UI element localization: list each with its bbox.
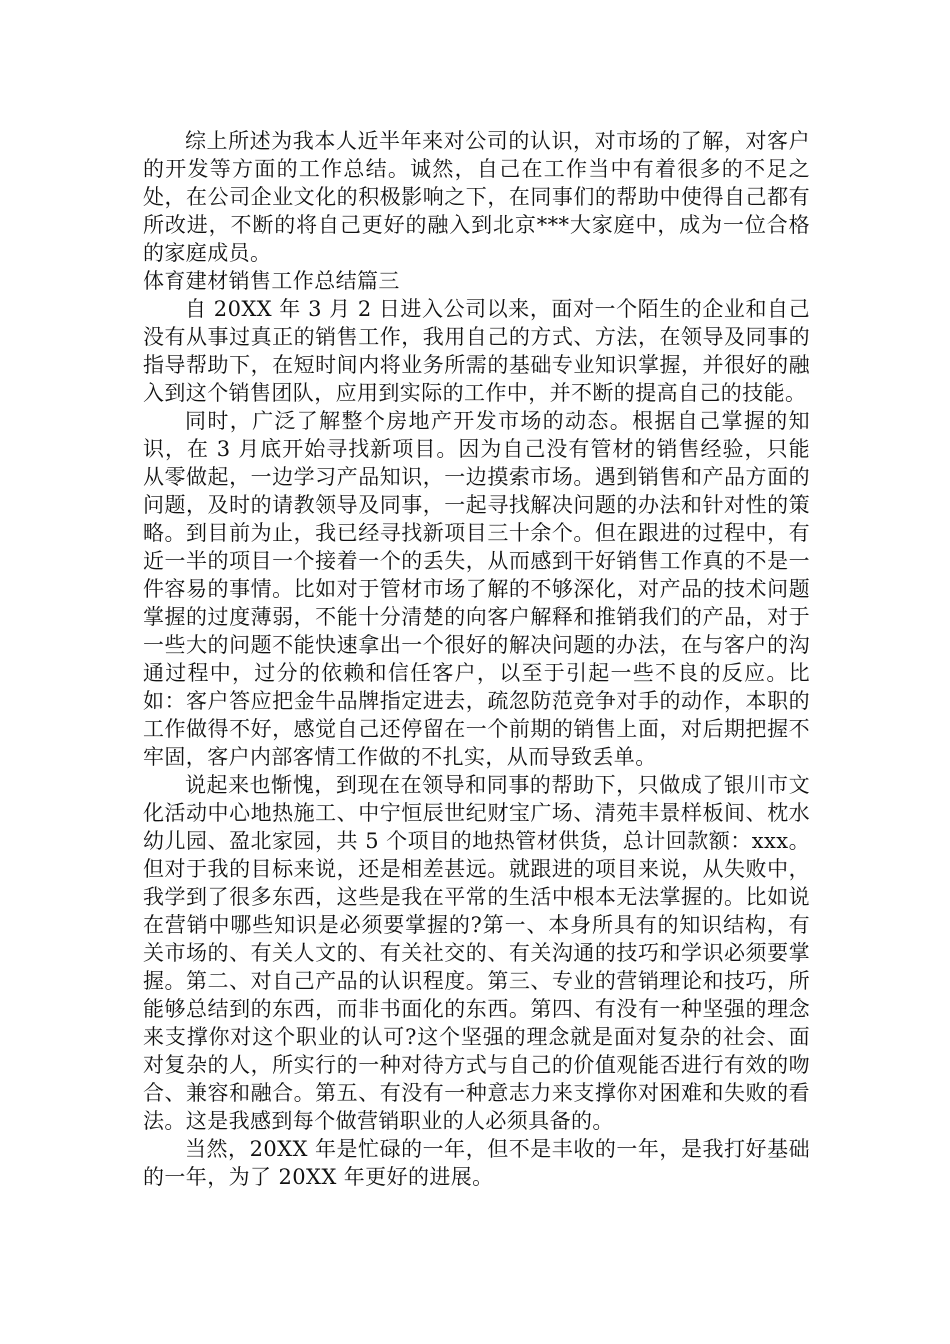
paragraph-market: 同时，广泛了解整个房地产开发市场的动态。根据自己掌握的知识，在 3 月底开始寻找新项目。因为自己没有管材的销售经验，只能从零做起，一边学习产品知识，一边摸索市场。遇到销售和产品方面的问题，及时的请教领导及同事，一起寻找解决问题的办法和针对性的策略。到目前为止，我已经寻找新项目三十余个。但在跟进的过程中，有近一半的项目一个接着一个的丢失，从而感到干好销售工作真的不是一件容易的事情。比如对于管材市场了解的不够深化，对产品的技术问题掌握的过度薄弱，不能十分清楚的向客户解释和推销我们的产品，对于一些大的问题不能快速拿出一个很好的解决问题的办法，在与客户的沟通过程中，过分的依赖和信任客户，以至于引起一些不良的反应。比如：客户答应把金牛品牌指定进去，疏忽防范竞争对手的动作，本职的工作做得不好，感觉自己还停留在一个前期的销售上面，对后期把握不牢固，客户内部客情工作做的不扎实，从而导致丢单。 — [143, 409, 810, 769]
section-title: 体育建材销售工作总结篇三 — [143, 269, 400, 293]
paragraph-reflection: 说起来也惭愧，到现在在领导和同事的帮助下，只做成了银川市文化活动中心地热施工、中宁恒辰世纪财宝广场、清苑丰景样板间、枕水幼儿园、盈北家园，共 5 个项目的地热管材供货，总计回款额：xxx。但对于我的目标来说，还是相差甚远。就跟进的项目来说，从失败中，我学到了很多东西，这些是我在平常的生活中根本无法掌握的。比如说在营销中哪些知识是必须要掌握的?第一、本身所具有的知识结构，有关市场的、有关人文的、有关社交的、有关沟通的技巧和学识必须要掌握。第二、对自己产品的认识程度。第三、专业的营销理论和技巧，所能够总结到的东西，而非书面化的东西。第四、有没有一种坚强的理念来支撑你对这个职业的认可?这个坚强的理念就是面对复杂的社会、面对复杂的人，所实行的一种对待方式与自己的价值观能否进行有效的吻合、兼容和融合。第五、有没有一种意志力来支撑你对困难和失败的看法。这是我感到每个做营销职业的人必须具备的。 — [143, 773, 810, 1133]
paragraph-conclusion: 当然，20XX 年是忙碌的一年，但不是丰收的一年，是我打好基础的一年，为了 20XX 年更好的进展。 — [143, 1137, 810, 1189]
paragraph-summary: 综上所述为我本人近半年来对公司的认识，对市场的了解，对客户的开发等方面的工作总结。诚然，自己在工作当中有着很多的不足之处，在公司企业文化的积极影响之下，在同事们的帮助中使得自己都有所改进，不断的将自己更好的融入到北京***大家庭中，成为一位合格的家庭成员。 — [143, 129, 810, 265]
paragraph-intro: 自 20XX 年 3 月 2 日进入公司以来，面对一个陌生的企业和自己没有从事过真正的销售工作，我用自己的方式、方法，在领导及同事的指导帮助下，在短时间内将业务所需的基础专业知识掌握，并很好的融入到这个销售团队，应用到实际的工作中，并不断的提高自己的技能。 — [143, 297, 810, 405]
document-body — [143, 127, 810, 1191]
